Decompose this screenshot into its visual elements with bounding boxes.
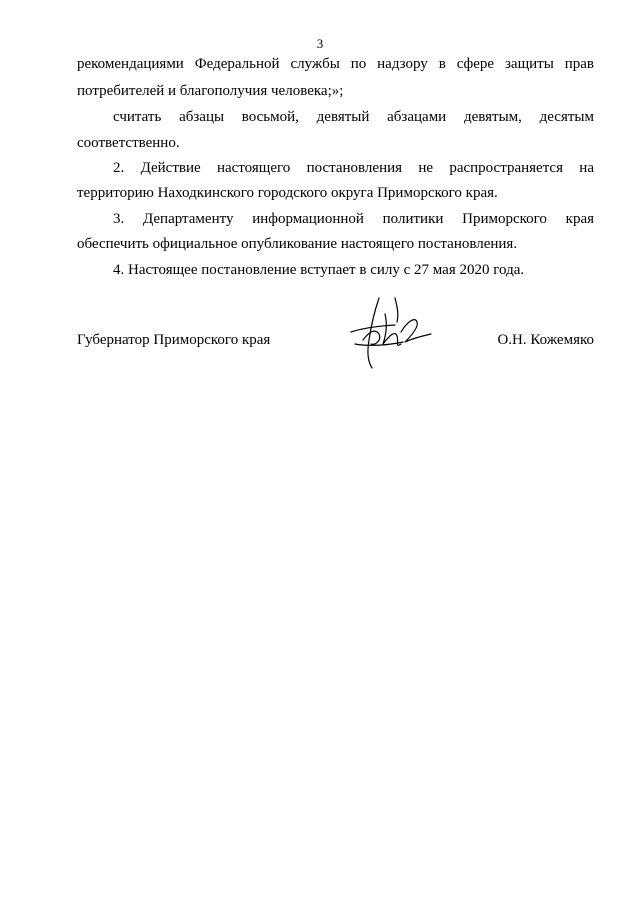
- paragraph-2-line-2: соответственно.: [77, 135, 180, 151]
- signatory-name: О.Н. Кожемяко: [497, 332, 594, 348]
- page-number: 3: [316, 36, 324, 51]
- handwritten-signature: [345, 292, 437, 370]
- paragraph-5-line-1: 4. Настоящее постановление вступает в силу с 27 мая 2020 года.: [113, 262, 525, 278]
- paragraph-1-line-2: потребителей и благополучия человека;»;: [77, 83, 344, 99]
- paragraph-3-line-1: 2. Действие настоящего постановления не распространяется на: [113, 160, 594, 176]
- paragraph-2-line-1: считать абзацы восьмой, девятый абзацами девятым, десятым: [113, 109, 594, 125]
- paragraph-4-line-1: 3. Департаменту информационной политики Приморского края: [113, 211, 594, 227]
- paragraph-1-line-1: рекомендациями Федеральной службы по надзору в сфере защиты прав: [77, 56, 594, 72]
- paragraph-3-line-2: территорию Находкинского городского округа Приморского края.: [77, 185, 498, 201]
- paragraph-4-line-2: обеспечить официальное опубликование настоящего постановления.: [77, 236, 518, 252]
- signature-position-title: Губернатор Приморского края: [77, 332, 271, 348]
